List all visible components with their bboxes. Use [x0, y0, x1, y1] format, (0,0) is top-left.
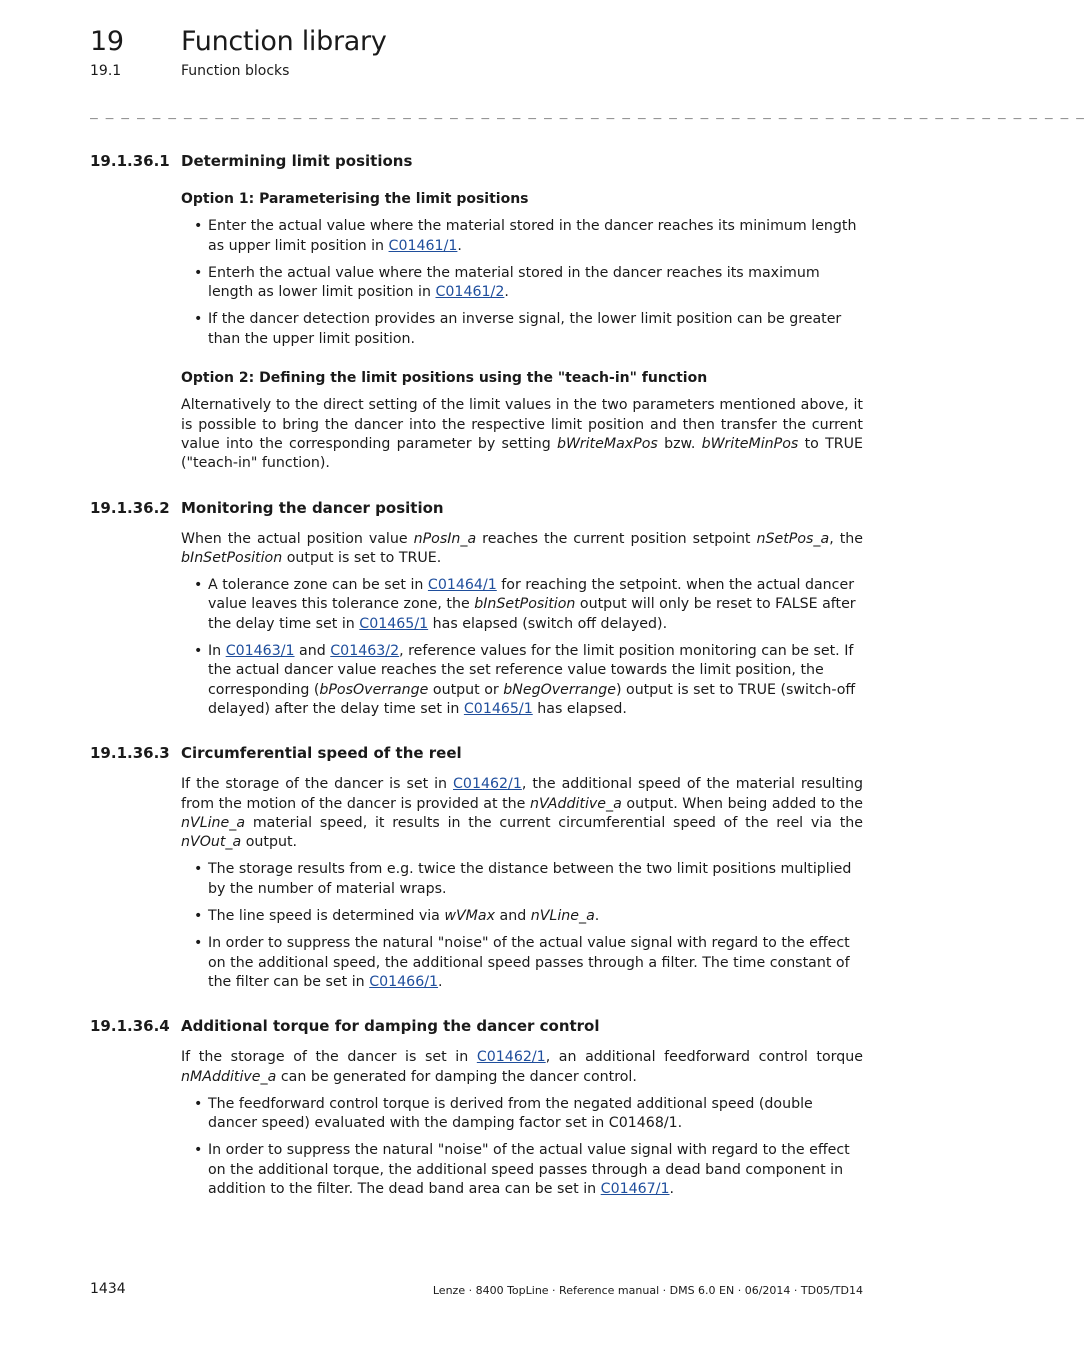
list-item: [181, 934, 863, 992]
list-item: [181, 310, 863, 349]
term: bWriteMinPos: [701, 435, 799, 452]
paragraph: [181, 775, 863, 852]
text: can be generated for damping the dancer control.: [276, 1068, 637, 1085]
term: bInSetPosition: [181, 549, 283, 566]
link-c01463-2[interactable]: C01463/2: [330, 643, 400, 660]
text: Enterh the actual value where the material stored in the dancer reaches its maximum length as lower limit position in: [208, 264, 820, 301]
page-number: 1434: [90, 1281, 126, 1297]
paragraph: [181, 1048, 863, 1087]
text: .: [504, 284, 509, 301]
list-item: [181, 576, 863, 634]
option-1-heading: Option 1: Parameterising the limit positions: [181, 191, 529, 207]
link-c01464-1[interactable]: C01464/1: [427, 577, 497, 594]
text: has elapsed (switch off delayed).: [428, 615, 668, 632]
text: output. When being added to the: [621, 795, 864, 812]
heading-title: Circumferential speed of the reel: [181, 744, 462, 763]
link-c01461-1[interactable]: C01461/1: [388, 237, 458, 254]
text: If the storage of the dancer is set in: [181, 776, 454, 793]
text: The storage results from e.g. twice the distance between the two limit positions multiplied by the number of material wraps.: [208, 861, 852, 897]
link-c01462-1[interactable]: C01462/1: [453, 776, 522, 793]
term: nVLine_a: [530, 908, 595, 925]
footer-info: Lenze · 8400 TopLine · Reference manual · DMS 6.0 EN · 06/2014 · TD05/TD14: [432, 1284, 863, 1297]
heading-number: 19.1.36.4: [90, 1017, 170, 1036]
term: bInSetPosition: [474, 596, 576, 613]
term: bNegOverrange: [503, 681, 616, 698]
torque-list: [181, 1095, 863, 1199]
section-monitoring-dancer-position: [90, 499, 863, 720]
text: output will only be reset to FALSE after the delay time set in: [208, 596, 856, 632]
text: When the actual position value: [181, 530, 414, 547]
section-heading: [90, 499, 863, 517]
section-number: 19.1: [90, 63, 122, 79]
text: has elapsed.: [532, 700, 627, 717]
paragraph: [181, 530, 863, 569]
text: .: [457, 237, 462, 254]
text: In order to suppress the natural "noise" of the actual value signal with regard to the effect on the additional speed, the additional speed passes through a filter. The time constant of the filter can be set in: [208, 935, 850, 990]
list-item: [181, 907, 863, 926]
text: output is set to TRUE.: [282, 549, 442, 566]
text: The feedforward control torque is derived from the negated additional speed (double dancer speed) evaluated with the damping factor set in C01468/1.: [208, 1095, 813, 1132]
text: In: [208, 643, 226, 660]
term: nVLine_a: [181, 814, 246, 831]
text: , the additional speed of the material resulting from the motion of the dancer is provided at the: [181, 776, 863, 812]
text: .: [438, 973, 443, 990]
heading-number: 19.1.36.3: [90, 744, 170, 763]
link-c01461-2[interactable]: C01461/2: [435, 284, 505, 301]
text: The line speed is determined via: [208, 908, 445, 925]
term: nPosIn_a: [413, 530, 477, 547]
chapter-title: Function library: [181, 26, 387, 57]
text: If the dancer detection provides an inverse signal, the lower limit position can be greater than the upper limit position.: [208, 311, 842, 347]
list-item: [181, 217, 863, 256]
section-body: [181, 190, 863, 474]
section-circumferential-speed: [90, 744, 863, 992]
link-c01466-1[interactable]: C01466/1: [369, 973, 439, 990]
text: bzw.: [657, 435, 702, 452]
section-title: Function blocks: [181, 63, 290, 79]
link-c01463-1[interactable]: C01463/1: [225, 643, 295, 660]
heading-title: Monitoring the dancer position: [181, 498, 444, 517]
section-heading: [90, 152, 863, 170]
option-2-heading: Option 2: Defining the limit positions using the "teach-in" function: [181, 370, 708, 387]
text: to TRUE ("teach-in" function).: [181, 435, 863, 472]
term: wVMax: [444, 908, 496, 925]
text: , the: [829, 530, 863, 547]
term: nSetPos_a: [756, 530, 830, 547]
list-item: [181, 264, 863, 303]
list-item: [181, 642, 863, 719]
link-c01465-1[interactable]: C01465/1: [359, 615, 429, 632]
text: and: [294, 643, 331, 660]
text: ) output is set to TRUE (switch-off delayed) after the delay time set in: [208, 681, 856, 717]
text: , reference values for the limit position monitoring can be set. If the actual dancer value reaches the set reference value towards the limit position, the corresponding (: [208, 643, 854, 698]
term: bPosOverrange: [319, 681, 429, 698]
text: output.: [241, 834, 298, 851]
list-item: [181, 1095, 863, 1134]
heading-title: Additional torque for damping the dancer control: [181, 1017, 600, 1036]
list-item: [181, 860, 863, 899]
text: .: [669, 1180, 675, 1197]
link-c01465-1[interactable]: C01465/1: [463, 700, 533, 717]
text: Enter the actual value where the material stored in the dancer reaches its minimum length as upper limit position in: [208, 218, 857, 254]
section-body: [181, 775, 863, 992]
main-content: [90, 152, 863, 1207]
section-body: [181, 1048, 863, 1199]
section-heading: [90, 744, 863, 762]
text: If the storage of the dancer is set in: [181, 1049, 477, 1066]
term: nMAdditive_a: [181, 1068, 277, 1085]
heading-number: 19.1.36.1: [90, 152, 170, 170]
header-separator: _ _ _ _ _ _ _ _ _ _ _ _ _ _ _ _ _ _ _ _ _ _ _ _ _ _ _ _ _ _ _ _ _ _ _ _ _ _ _ _ _ _ _ _ _ _ _ _ _ _ _ _ _ _ _ _ _ _ _ _ _ _ _ _: [90, 105, 1084, 120]
text: , an additional feedforward control torque: [545, 1049, 863, 1066]
paragraph: [181, 396, 863, 473]
term: nVOut_a: [181, 834, 242, 851]
link-c01462-1[interactable]: C01462/1: [476, 1049, 546, 1066]
section-body: [181, 530, 863, 720]
text: for reaching the setpoint. when the actual dancer value leaves this tolerance zone, the: [208, 577, 855, 613]
list-item: [181, 1141, 863, 1199]
text: output or: [428, 681, 504, 698]
link-c01467-1[interactable]: C01467/1: [600, 1180, 670, 1197]
section-heading: [90, 1017, 863, 1035]
speed-list: [181, 860, 863, 992]
heading-number: 19.1.36.2: [90, 498, 170, 517]
text: A tolerance zone can be set in: [208, 577, 428, 594]
text: reaches the current position setpoint: [476, 530, 757, 547]
term: bWriteMaxPos: [557, 435, 658, 452]
text: In order to suppress the natural "noise" of the actual value signal with regard to the effect on the additional torque, the additional speed passes through a dead band component in addition to the filter. The dead band area can be set in: [208, 1142, 850, 1197]
section-additional-torque: [90, 1017, 863, 1199]
monitoring-list: [181, 576, 863, 719]
chapter-number: 19: [90, 26, 124, 57]
option-1-list: [181, 217, 863, 349]
text: .: [594, 908, 600, 925]
heading-title: Determining limit positions: [181, 152, 413, 170]
text: and: [495, 908, 531, 925]
section-determining-limit-positions: [90, 152, 863, 474]
text: Alternatively to the direct setting of the limit values in the two parameters mentioned above, it is possible to bring the dancer into the respective limit position and then transfer the current value into the corresponding parameter by setting: [181, 397, 863, 452]
term: nVAdditive_a: [530, 795, 622, 812]
text: material speed, it results in the current circumferential speed of the reel via the: [245, 814, 863, 831]
